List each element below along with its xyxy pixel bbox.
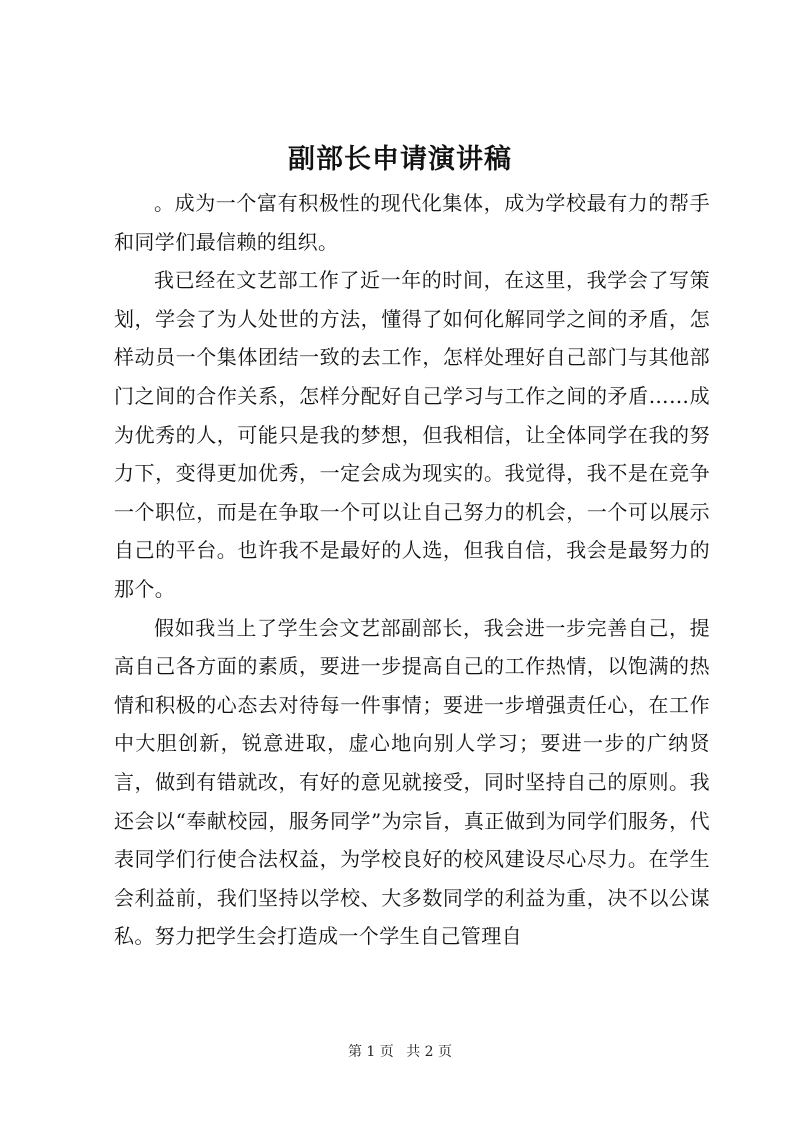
paragraph-2: 我已经在文艺部工作了近一年的时间，在这里，我学会了写策划，学会了为人处世的方法，懂得了如何化解同学之间的矛盾，怎样动员一个集体团结一致的去工作，怎样处理好自己部门与其他部门之间的合作关系，怎样分配好自己学习与工作之间的矛盾……成为优秀的人，可能只是我的梦想，但我相信，让全体同学在我的努力下，变得更加优秀，一定会成为现实的。我觉得，我不是在竞争一个职位，而是在争取一个可以让自己努力的机会，一个可以展示自己的平台。也许我不是最好的人选，但我自信，我会是最努力的那个。 xyxy=(114,268,710,601)
page-total: 共 2 页 xyxy=(406,1044,453,1060)
page-number: 第 1 页 xyxy=(347,1044,394,1060)
paragraph-3: 假如我当上了学生会文艺部副部长，我会进一步完善自己，提高自己各方面的素质，要进一步提高自己的工作热情，以饱满的热情和积极的心态去对待每一件事情；要进一步增强责任心，在工作中大胆创新，锐意进取，虚心地向别人学习；要进一步的广纳贤言，做到有错就改，有好的意见就接受，同时坚持自己的原则。我还会以“奉献校园，服务同学”为宗旨，真正做到为同学们服务，代表同学们行使合法权益，为学校良好的校风建设尽心尽力。在学生会利益前，我们坚持以学校、大多数同学的利益为重，决不以公谋私。努力把学生会打造成一个学生自己管理自 xyxy=(114,615,710,949)
document-body xyxy=(114,184,710,956)
paragraph-1: 。成为一个富有积极性的现代化集体，成为学校最有力的帮手和同学们最信赖的组织。 xyxy=(114,191,710,254)
document-title: 副部长申请演讲稿 xyxy=(288,144,512,175)
page-footer xyxy=(0,1042,800,1062)
